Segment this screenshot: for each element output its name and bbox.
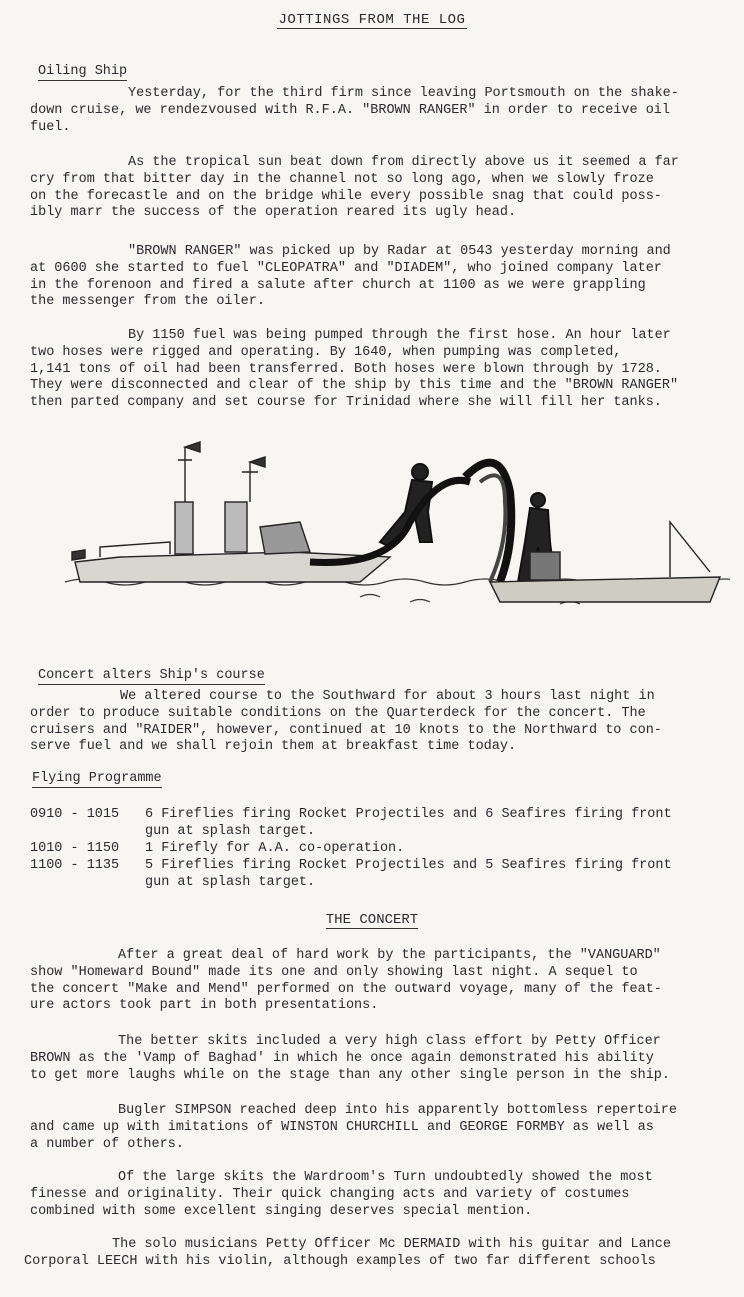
text-line: finesse and originality. Their quick changing acts and variety of costumes: [30, 1186, 630, 1202]
text-line: show "Homeward Bound" made its one and only showing last night. A sequel to: [30, 964, 638, 980]
text-line: Of the large skits the Wardroom's Turn undoubtedly showed the most: [118, 1170, 653, 1185]
text-line: As the tropical sun beat down from directly above us it seemed a far: [128, 155, 679, 170]
schedule-time: 0910 - 1015: [30, 807, 120, 822]
schedule-row: [30, 806, 726, 840]
heading-the-concert: [0, 912, 744, 928]
text-line: 6 Fireflies firing Rocket Projectiles and 6 Seafires firing front: [145, 807, 672, 822]
text-line: two hoses were rigged and operating. By 1640, when pumping was completed,: [30, 344, 622, 360]
text-line: down cruise, we rendezvoused with R.F.A. "BROWN RANGER" in order to receive oil: [30, 102, 671, 118]
schedule-time: 1010 - 1150: [30, 841, 120, 856]
paragraph-oiling-1: [30, 86, 726, 136]
schedule-desc: [145, 857, 726, 891]
paragraph-concert-5: [24, 1237, 726, 1271]
text-line: gun at splash target.: [145, 824, 316, 839]
text-line: cruisers and "RAIDER", however, continued at 10 knots to the Northward to con-: [30, 722, 662, 738]
text-line: 1 Firefly for A.A. co-operation.: [145, 841, 405, 856]
schedule-row: [30, 857, 726, 891]
heading-flying-programme: Flying Programme: [32, 771, 162, 786]
text-line: cry from that bitter day in the channel not so long ago, when we slowly froze: [30, 171, 654, 187]
schedule-row: [30, 840, 726, 857]
paragraph-oiling-4: [30, 328, 726, 412]
page-title-text: JOTTINGS FROM THE LOG: [278, 12, 466, 28]
text-line: The solo musicians Petty Officer Mc DERMAID with his guitar and Lance: [112, 1237, 671, 1252]
text-line: in the forenoon and fired a salute after church at 1100 as we were grappling: [30, 277, 646, 293]
text-line: 1,141 tons of oil had been transferred. Both hoses were blown through by 1728.: [30, 361, 662, 377]
text-line: gun at splash target.: [145, 875, 316, 890]
text-line: Yesterday, for the third firm since leaving Portsmouth on the shake-: [128, 86, 679, 101]
text-line: ure actors took part in both presentations.: [30, 998, 379, 1014]
schedule-desc: [145, 806, 726, 840]
text-line: We altered course to the Southward for about 3 hours last night in: [120, 689, 655, 704]
text-line: Corporal LEECH with his violin, although examples of two far different schools: [24, 1253, 656, 1269]
flying-schedule: [30, 806, 726, 891]
schedule-time: 1100 - 1135: [30, 858, 120, 873]
text-line: After a great deal of hard work by the participants, the "VANGUARD": [118, 948, 661, 963]
paragraph-concert-4: [30, 1170, 726, 1220]
text-line: fuel.: [30, 119, 71, 135]
text-line: "BROWN RANGER" was picked up by Radar at 0543 yesterday morning and: [128, 244, 671, 259]
text-line: on the forecastle and on the bridge while every possible snag that could poss-: [30, 188, 662, 204]
text-line: BROWN as the 'Vamp of Baghad' in which he once again demonstrated his ability: [30, 1050, 654, 1066]
paragraph-oiling-2: [30, 155, 726, 222]
text-line: 5 Fireflies firing Rocket Projectiles and 5 Seafires firing front: [145, 858, 672, 873]
text-line: order to produce suitable conditions on the Quarterdeck for the concert. The: [30, 705, 646, 721]
text-line: a number of others.: [30, 1136, 184, 1152]
text-line: and came up with imitations of WINSTON CHURCHILL and GEORGE FORMBY as well as: [30, 1119, 654, 1135]
text-line: By 1150 fuel was being pumped through the first hose. An hour later: [128, 328, 671, 343]
fuel-hose: [310, 463, 511, 582]
text-line: then parted company and set course for Trinidad where she will fill her tanks.: [30, 395, 662, 411]
text-line: the messenger from the oiler.: [30, 294, 265, 310]
heading-the-concert-text: THE CONCERT: [325, 912, 419, 928]
text-line: ibly marr the success of the operation reared its ugly head.: [30, 205, 517, 221]
paragraph-concert-2: [30, 1034, 726, 1084]
text-line: Bugler SIMPSON reached deep into his apparently bottomless repertoire: [118, 1103, 677, 1118]
text-line: at 0600 she started to fuel "CLEOPATRA" and "DIADEM", who joined company later: [30, 260, 662, 276]
fuelling-sketch: [60, 432, 730, 622]
text-line: combined with some excellent singing deserves special mention.: [30, 1203, 533, 1219]
paragraph-concert-3: [30, 1103, 726, 1153]
page-title: [0, 12, 744, 28]
schedule-desc: [145, 840, 726, 857]
text-line: to get more laughs while on the stage than any other single person in the ship.: [30, 1067, 671, 1083]
text-line: serve fuel and we shall rejoin them at breakfast time today.: [30, 739, 517, 755]
heading-concert-course: Concert alters Ship's course: [38, 668, 265, 683]
paragraph-concert-course: [30, 689, 726, 756]
text-line: the concert "Make and Mend" performed on the outward voyage, many of the feat-: [30, 981, 662, 997]
paragraph-concert-1: [30, 948, 726, 1015]
paragraph-oiling-3: [30, 244, 726, 311]
text-line: They were disconnected and clear of the ship by this time and the "BROWN RANGER": [30, 378, 679, 394]
text-line: The better skits included a very high class effort by Petty Officer: [118, 1034, 661, 1049]
heading-oiling-ship: Oiling Ship: [38, 64, 128, 79]
